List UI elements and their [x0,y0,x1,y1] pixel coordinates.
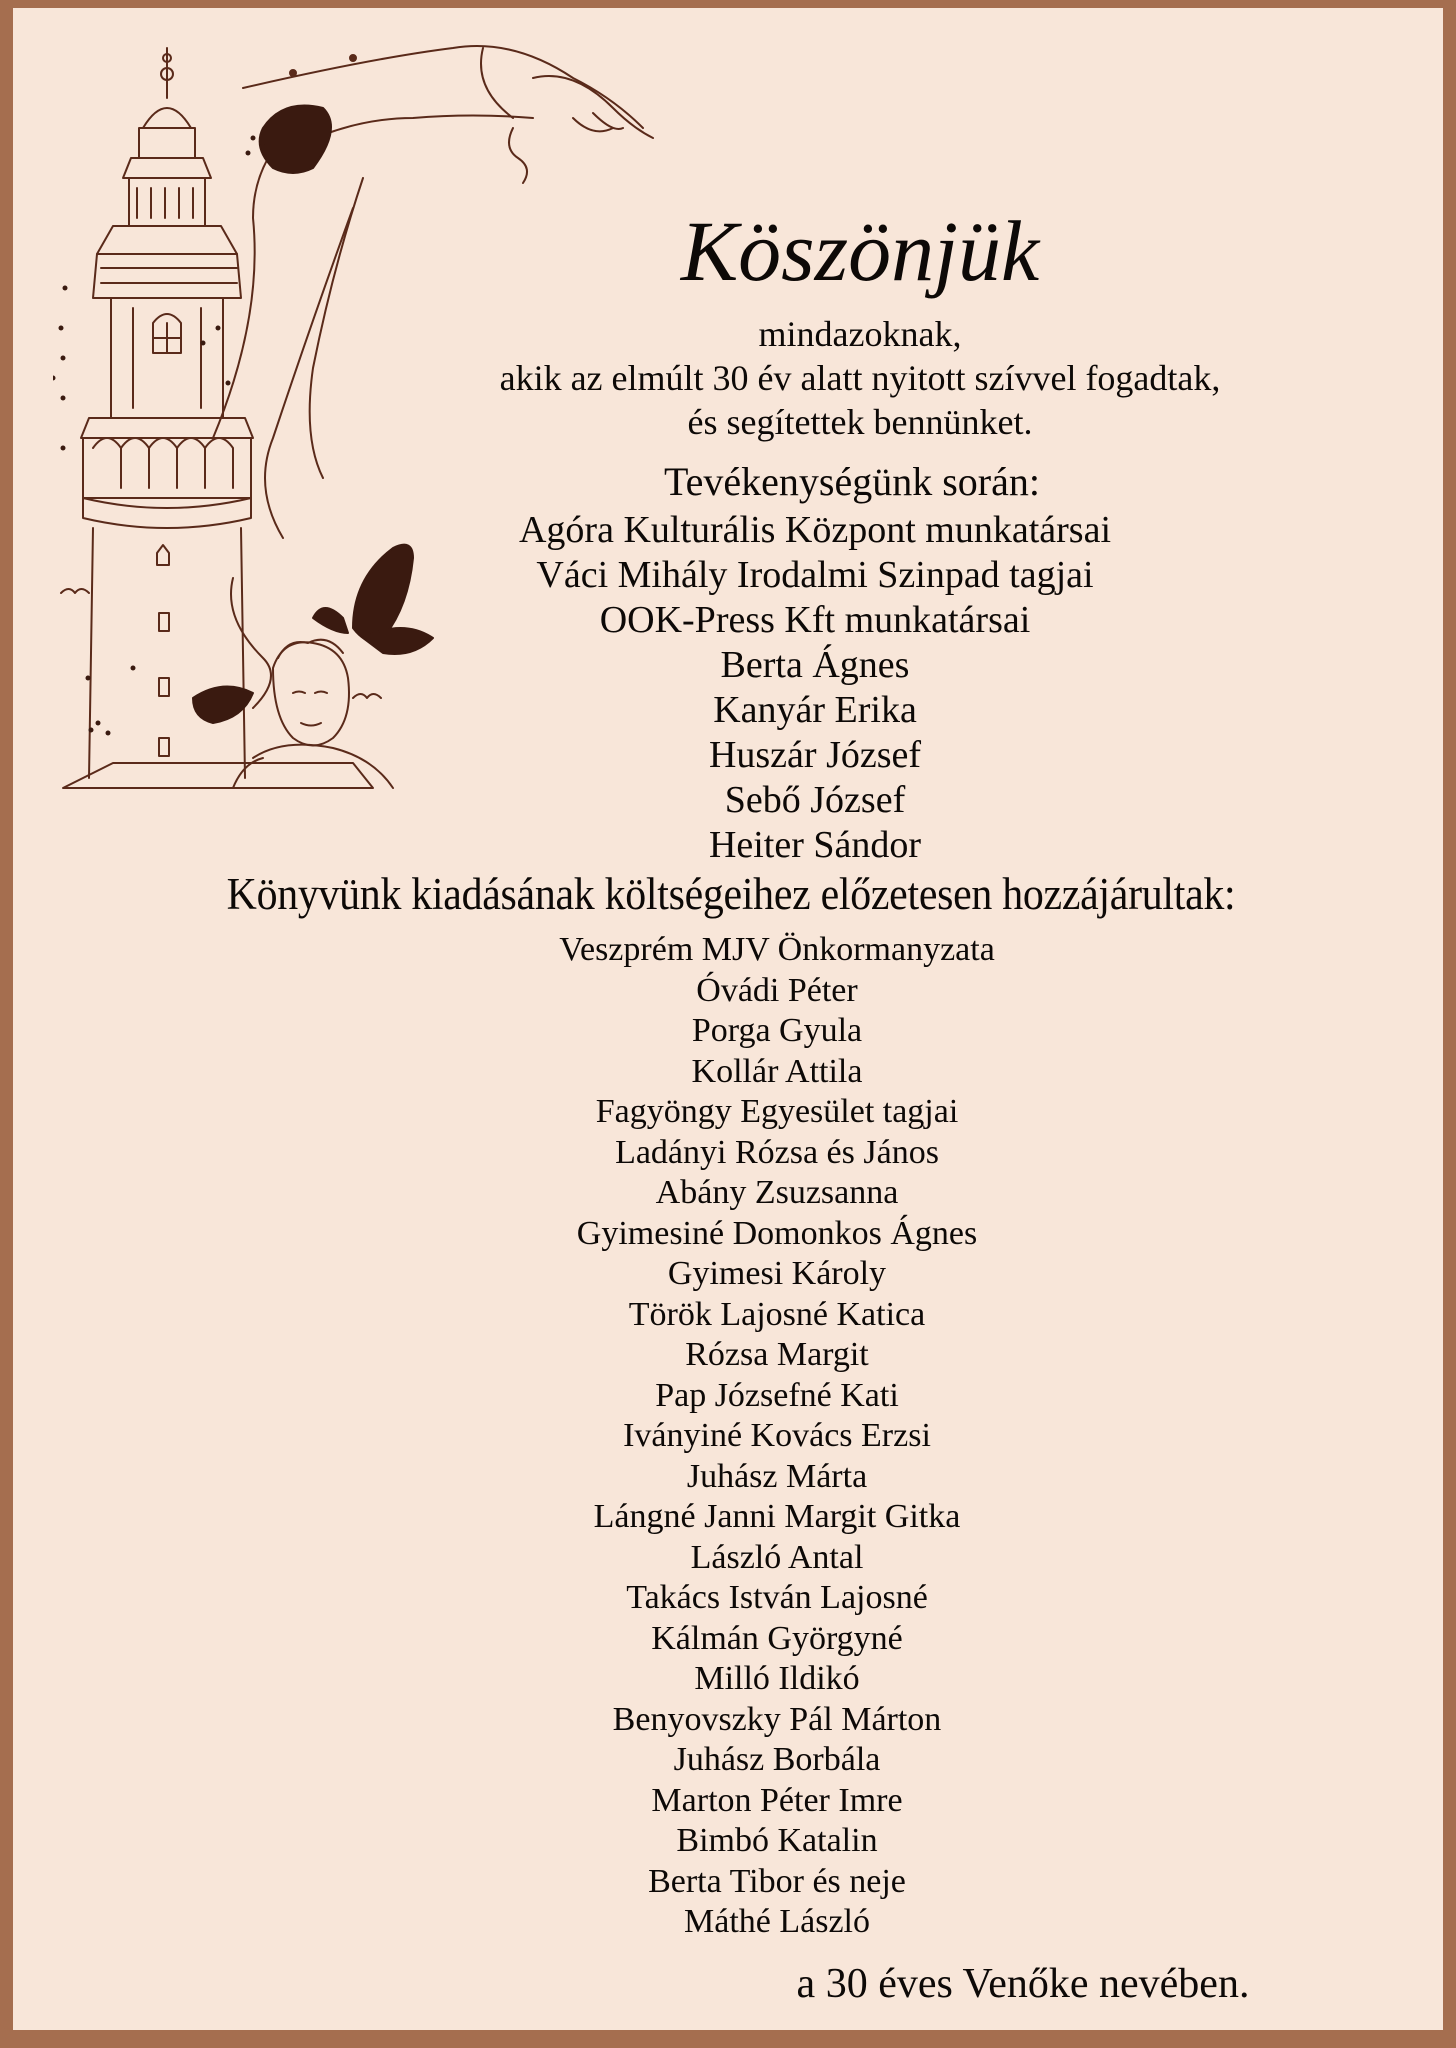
list-item: Juhász Márta [686,1458,868,1495]
list-item: László Antal [690,1539,864,1576]
list-item: Óvádi Péter [696,972,858,1009]
list-item: Kanyár Erika [713,689,917,731]
list-item: Lángné Janni Margit Gitka [593,1498,961,1535]
list-item: Berta Tibor és neje [648,1863,906,1900]
closing-signature: a 30 éves Venőke nevében. [796,1961,1250,2007]
intro-line-3: és segítettek bennünket. [687,402,1033,442]
list-item: Pap Józsefné Kati [655,1377,899,1414]
activities-heading: Tevékenységünk során: [664,459,1040,504]
list-item: Gyimesiné Domonkos Ágnes [576,1215,978,1252]
list-item: Máthé László [684,1903,870,1940]
list-item: Gyimesi Károly [667,1255,887,1292]
list-item: Agóra Kulturális Központ munkatársai [518,509,1112,551]
thank-you-page [13,8,1443,2030]
list-item: Kollár Attila [691,1053,863,1090]
list-item: OOK-Press Kft munkatársai [599,599,1031,641]
boy-figure-icon [233,640,393,788]
list-item: Ladányi Rózsa és János [615,1134,939,1171]
list-item: Abány Zsuzsanna [655,1174,899,1211]
page-title: Köszönjük [680,203,1040,299]
list-item: Iványiné Kovács Erzsi [623,1417,931,1454]
list-item: Török Lajosné Katica [628,1296,926,1333]
list-item: Rózsa Margit [685,1336,869,1373]
sponsors-heading: Könyvünk kiadásának költségeihez előzetesen hozzájárultak: [226,869,1236,919]
list-item: Veszprém MJV Önkormanyzata [559,931,995,968]
intro-line-2: akik az elmúlt 30 év alatt nyitott szívvel fogadtak, [499,358,1221,398]
list-item: Takács István Lajosné [626,1579,928,1616]
list-item: Porga Gyula [691,1012,863,1049]
list-item: Sebő József [724,779,906,821]
tower-icon [63,48,373,788]
list-item: Juhász Borbála [673,1741,881,1778]
flower-bud-icon [313,545,433,654]
list-item: Marton Péter Imre [651,1782,903,1819]
list-item: Benyovszky Pál Márton [612,1701,942,1738]
list-item: Milló Ildikó [694,1660,860,1697]
intro-line-1: mindazoknak, [758,314,962,354]
list-item: Huszár József [708,734,922,776]
list-item: Bimbó Katalin [676,1822,878,1859]
list-item: Berta Ágnes [720,644,910,686]
list-item: Váci Mihály Irodalmi Szinpad tagjai [536,554,1094,596]
list-item: Kálmán Györgyné [651,1620,903,1657]
list-item: Heiter Sándor [708,824,922,866]
list-item: Fagyöngy Egyesület tagjai [595,1093,959,1130]
